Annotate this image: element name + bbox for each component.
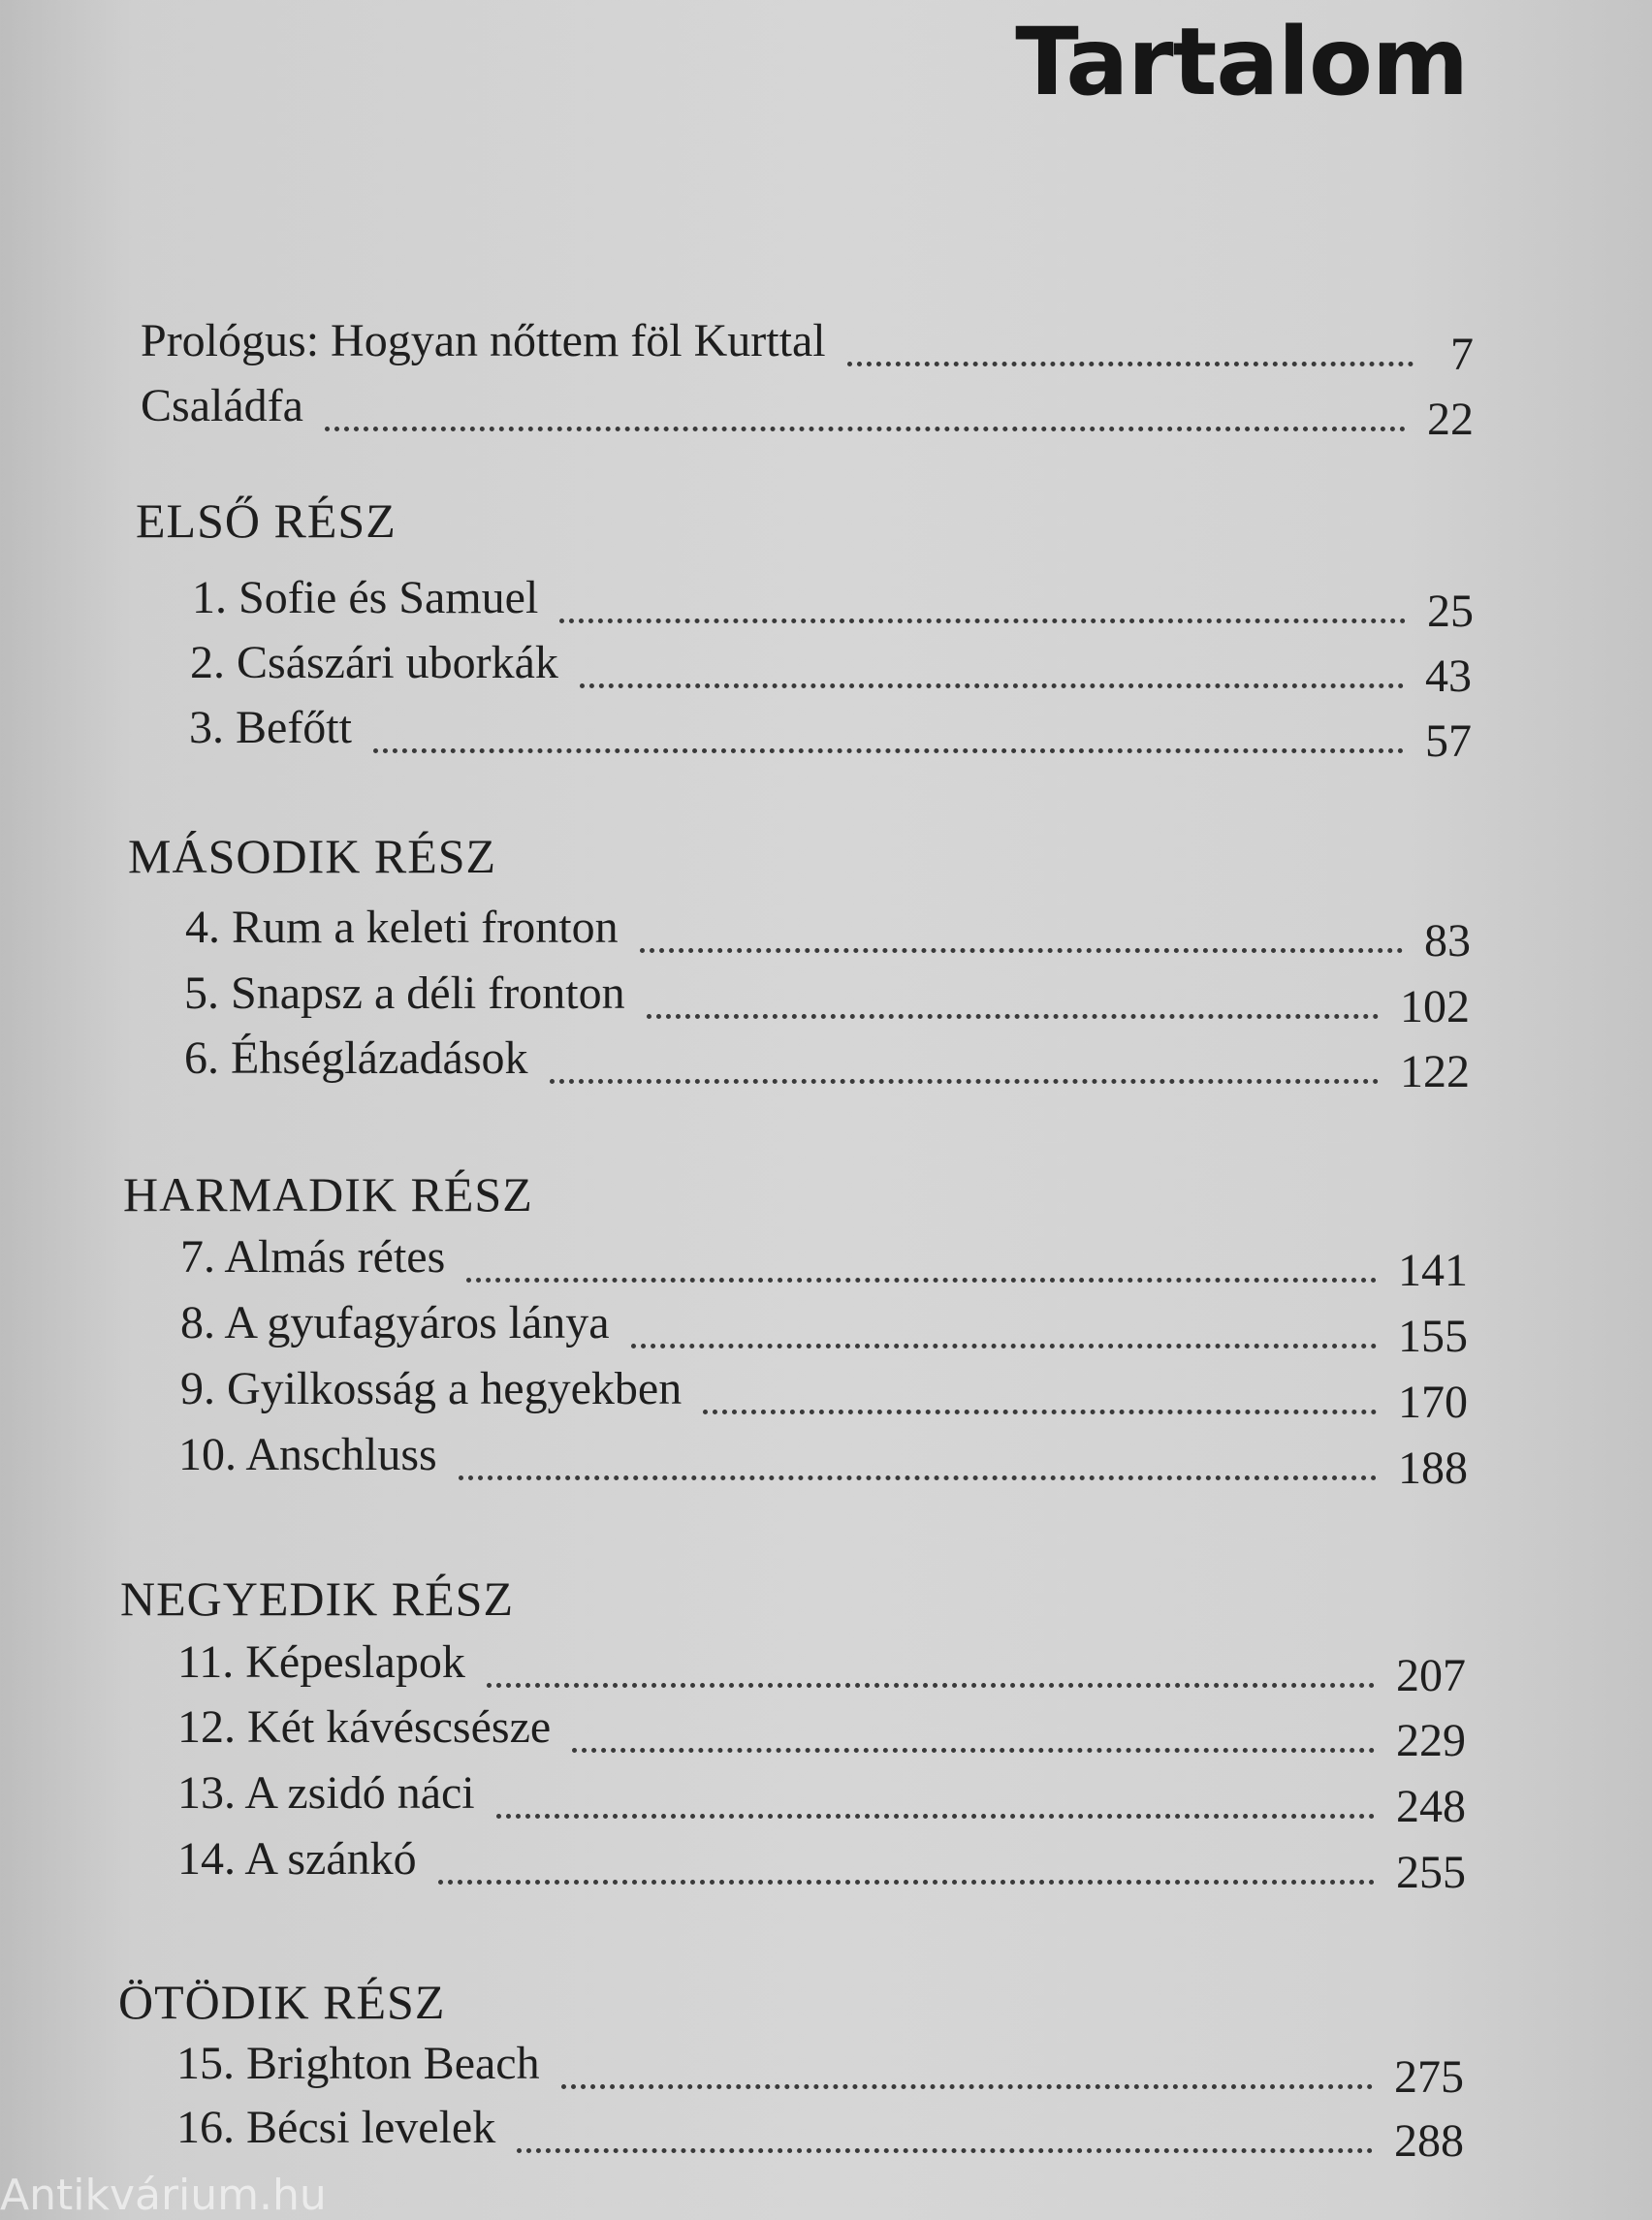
toc-entry-label [177, 1833, 417, 1896]
toc-entry-label [189, 702, 352, 765]
toc-entry-label [177, 1701, 552, 1764]
toc-entry[interactable] [185, 902, 1471, 967]
chapter-title: Sofie és Samuel [238, 572, 539, 623]
chapter-title: Rum a keleti fronton [232, 902, 619, 953]
chapter-number: 11. [177, 1636, 235, 1688]
toc-entry[interactable] [177, 1767, 1466, 1832]
chapter-title: Két kávéscsésze [247, 1701, 552, 1753]
toc-entry[interactable] [176, 2038, 1464, 2103]
toc-entry-label [180, 1231, 446, 1294]
toc-entry-label [180, 1297, 610, 1360]
toc-entry-page: 155 [1398, 1311, 1468, 1362]
toc-entry-page: 170 [1398, 1377, 1468, 1428]
dot-leader [640, 948, 1403, 953]
toc-entry[interactable] [189, 702, 1472, 767]
toc-entry-label [184, 1032, 528, 1095]
toc-entry-page: 83 [1424, 915, 1471, 967]
chapter-number: 16. [176, 2102, 235, 2153]
part-heading: ELSŐ RÉSZ [136, 493, 397, 548]
toc-entry-page: 288 [1394, 2115, 1464, 2167]
toc-entry[interactable] [176, 2102, 1464, 2167]
toc-entry-page: 141 [1398, 1245, 1468, 1296]
chapter-number: 2. [190, 637, 225, 688]
toc-entry-page: 7 [1450, 329, 1474, 380]
chapter-number: 14. [177, 1833, 236, 1885]
dot-leader [647, 1014, 1379, 1019]
toc-entry-prologue[interactable] [141, 315, 1474, 380]
chapter-number: 12. [177, 1701, 236, 1753]
part-heading: NEGYEDIK RÉSZ [120, 1571, 515, 1626]
toc-entry[interactable] [177, 1636, 1466, 1701]
toc-entry-page: 207 [1396, 1650, 1466, 1701]
toc-entry-page: 122 [1400, 1046, 1470, 1097]
toc-entry-page: 255 [1396, 1847, 1466, 1898]
toc-entry[interactable] [192, 572, 1474, 637]
dot-leader [487, 1683, 1375, 1688]
chapter-title: Almás rétes [224, 1231, 446, 1283]
dot-leader [572, 1748, 1375, 1753]
dot-leader [631, 1344, 1377, 1348]
toc-entry-page: 22 [1427, 394, 1474, 445]
dot-leader [459, 1475, 1377, 1480]
chapter-number: 9. [180, 1363, 215, 1414]
toc-entry-label [180, 1363, 683, 1426]
chapter-number: 13. [177, 1767, 236, 1819]
page-title: Tartalom [1015, 8, 1468, 116]
chapter-title: A zsidó náci [244, 1767, 475, 1819]
toc-entry[interactable] [180, 1231, 1468, 1296]
toc-entry-label [178, 1429, 437, 1492]
part-heading: ÖTÖDIK RÉSZ [118, 1975, 446, 2029]
part-heading: MÁSODIK RÉSZ [128, 829, 497, 883]
dot-leader [550, 1079, 1379, 1084]
dot-leader [373, 748, 1404, 753]
dot-leader [325, 427, 1406, 431]
toc-entry-page: 248 [1396, 1781, 1466, 1832]
part-heading: HARMADIK RÉSZ [123, 1167, 533, 1221]
chapter-title: A szánkó [244, 1833, 417, 1885]
toc-entry-page: 43 [1425, 650, 1472, 702]
chapter-title: Snapsz a déli fronton [231, 967, 625, 1019]
toc-entry-label [192, 572, 539, 635]
chapter-number: 6. [184, 1032, 219, 1084]
chapter-number: 7. [180, 1231, 215, 1283]
chapter-title: Császári uborkák [237, 637, 558, 688]
chapter-number: 15. [176, 2038, 235, 2089]
toc-entry-page: 102 [1400, 981, 1470, 1032]
toc-entry[interactable] [177, 1701, 1466, 1766]
toc-entry[interactable] [190, 637, 1472, 702]
dot-leader [466, 1278, 1377, 1283]
toc-entry-label: Családfa [141, 380, 303, 431]
toc-entry-page: 229 [1396, 1715, 1466, 1766]
dot-leader [703, 1410, 1377, 1414]
toc-entry-label [176, 2102, 496, 2165]
dot-leader [438, 1880, 1375, 1885]
toc-entry-label: Prológus: Hogyan nőttem föl Kurttal [141, 315, 826, 366]
chapter-title: Képeslapok [245, 1636, 465, 1688]
toc-entry-label [190, 637, 558, 700]
toc-entry-page: 57 [1425, 715, 1472, 767]
toc-entry[interactable] [184, 1032, 1470, 1097]
toc-entry-family-tree[interactable] [141, 380, 1474, 445]
dot-leader [580, 683, 1404, 688]
chapter-title: Brighton Beach [246, 2038, 540, 2089]
toc-entry-label [176, 2038, 540, 2101]
dot-leader [559, 618, 1406, 623]
toc-entry[interactable] [178, 1429, 1468, 1494]
dot-leader [561, 2084, 1373, 2089]
chapter-number: 5. [184, 967, 219, 1019]
dot-leader [847, 362, 1414, 366]
chapter-title: Befőtt [236, 702, 352, 753]
chapter-title: A gyufagyáros lánya [224, 1297, 610, 1348]
toc-entry-page: 275 [1394, 2051, 1464, 2103]
toc-entry[interactable] [180, 1363, 1468, 1428]
chapter-number: 3. [189, 702, 224, 753]
toc-entry-label [185, 904, 619, 965]
toc-entry-label [184, 967, 625, 1031]
toc-entry[interactable] [177, 1833, 1466, 1898]
toc-entry-page: 188 [1398, 1443, 1468, 1494]
dot-leader [496, 1814, 1375, 1819]
watermark: Antikvárium.hu [0, 2171, 327, 2220]
toc-entry-page: 25 [1427, 586, 1474, 637]
chapter-title: Anschluss [245, 1429, 437, 1480]
toc-entry-label [177, 1767, 475, 1830]
chapter-title: Éhséglázadások [231, 1032, 528, 1084]
chapter-title: Gyilkosság a hegyekben [227, 1363, 683, 1414]
chapter-title: Bécsi levelek [246, 2102, 496, 2153]
chapter-number: 1. [192, 572, 227, 623]
toc-entry[interactable] [184, 967, 1470, 1032]
toc-entry[interactable] [180, 1297, 1468, 1362]
chapter-number: 4. [185, 902, 220, 953]
chapter-number: 10. [178, 1429, 237, 1480]
toc-entry-label [177, 1636, 465, 1699]
chapter-number: 8. [180, 1297, 215, 1348]
dot-leader [517, 2148, 1373, 2153]
